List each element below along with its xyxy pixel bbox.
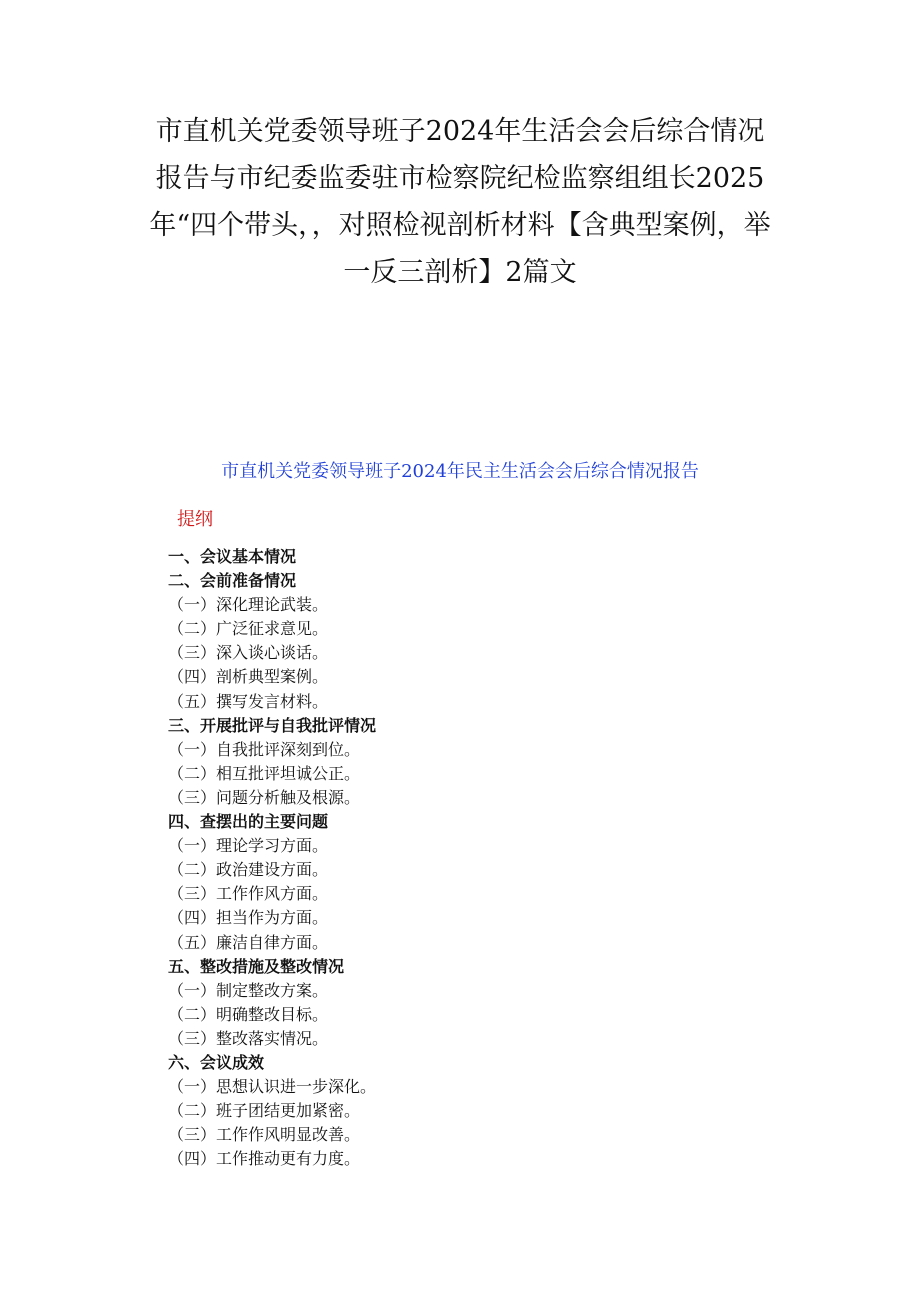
- outline-subitem: （一）深化理论武装。: [168, 595, 329, 615]
- outline-section-heading: 二、会前准备情况: [168, 571, 297, 591]
- outline-subitem: （二）班子团结更加紧密。: [168, 1101, 361, 1121]
- outline-subitem: （三）整改落实情况。: [168, 1028, 329, 1048]
- title-line: 市直机关党委领导班子2024年生活会会后综合情况: [155, 116, 765, 147]
- outline-subitem: （二）广泛征求意见。: [168, 619, 329, 639]
- outline-subitem: （三）深入谈心谈话。: [168, 643, 329, 663]
- outline-subitem: （一）制定整改方案。: [168, 980, 329, 1000]
- outline-subitem: （五）撰写发言材料。: [168, 691, 329, 711]
- outline-subitem: （一）思想认识进一步深化。: [168, 1077, 377, 1097]
- outline-list: [168, 545, 728, 1171]
- outline-subitem: （五）廉洁自律方面。: [168, 932, 329, 952]
- outline-subitem: （二）明确整改目标。: [168, 1004, 329, 1024]
- outline-label: 提纲: [177, 509, 213, 530]
- outline-section-heading: 三、开展批评与自我批评情况: [168, 715, 377, 735]
- outline-section-heading: 四、查摆出的主要问题: [168, 812, 329, 832]
- report-subtitle: 市直机关党委领导班子2024年民主生活会会后综合情况报告: [221, 461, 699, 482]
- outline-subitem: （二）政治建设方面。: [168, 860, 329, 880]
- title-line: 年“四个带头，，对照检视剖析材料【含典型案例，举: [149, 210, 771, 241]
- outline-subitem: （三）工作作风方面。: [168, 884, 329, 904]
- outline-subitem: （一）理论学习方面。: [168, 836, 329, 856]
- outline-subitem: （四）担当作为方面。: [168, 908, 329, 928]
- outline-subitem: （三）工作作风明显改善。: [168, 1125, 361, 1145]
- outline-subitem: （四）工作推动更有力度。: [168, 1149, 361, 1169]
- outline-subitem: （二）相互批评坦诚公正。: [168, 763, 361, 783]
- title-line: 报告与市纪委监委驻市检察院纪检监察组组长2025: [155, 163, 765, 194]
- outline-section-heading: 一、会议基本情况: [168, 547, 297, 566]
- outline-subitem: （一）自我批评深刻到位。: [168, 739, 361, 759]
- document-title: [130, 108, 790, 296]
- outline-section-heading: 五、整改措施及整改情况: [168, 956, 345, 976]
- title-line: 一反三剖析】2篇文: [343, 257, 577, 288]
- outline-section-heading: 六、会议成效: [168, 1052, 265, 1072]
- outline-subitem: （四）剖析典型案例。: [168, 667, 329, 687]
- outline-subitem: （三）问题分析触及根源。: [168, 787, 361, 807]
